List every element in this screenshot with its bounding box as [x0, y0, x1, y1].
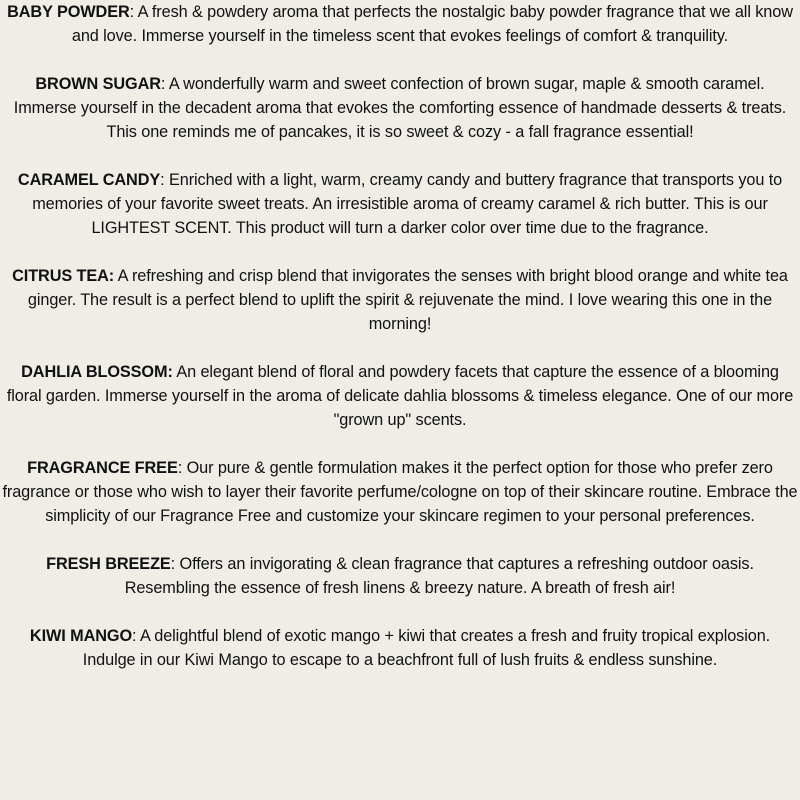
scent-description: An elegant blend of floral and powdery facets that capture the essence of a blooming floral garden. Immerse yourself in the aroma of delicate dahlia blossoms & timeless elegance. One of our more "grown up" scents.	[6, 363, 794, 429]
scent-baby-powder	[2, 0, 798, 48]
scent-description: Enriched with a light, warm, creamy candy and buttery fragrance that transports you to memories of your favorite sweet treats. An irresistible aroma of creamy caramel & rich butter. This is our LIGHTEST SCENT. This product will turn a darker color over time due to the fragrance.	[32, 171, 783, 237]
scent-fragrance-free	[2, 456, 798, 528]
scent-separator: :	[160, 171, 169, 189]
scent-caramel-candy	[2, 168, 798, 240]
scent-name: KIWI MANGO	[29, 627, 133, 645]
scent-separator: :	[132, 627, 140, 645]
scent-separator: :	[160, 75, 169, 93]
scent-separator: :	[170, 555, 180, 573]
scent-description: Our pure & gentle formulation makes it the perfect option for those who prefer zero fragrance or those who wish to layer their favorite perfume/cologne on top of their skincare routine. Embrace the simplicity of our Fragrance Free and customize your skincare regimen to your personal preferences.	[2, 459, 798, 525]
scent-name: FRESH BREEZE	[46, 555, 171, 573]
scent-fresh-breeze	[2, 552, 798, 600]
scent-name: BROWN SUGAR	[35, 75, 161, 93]
scent-name: BABY POWDER	[7, 3, 130, 21]
scent-name: CITRUS TEA:	[12, 267, 115, 285]
scent-dahlia-blossom	[2, 360, 798, 432]
scent-citrus-tea	[2, 264, 798, 336]
scent-name: FRAGRANCE FREE	[27, 459, 178, 477]
scent-description: A fresh & powdery aroma that perfects the nostalgic baby powder fragrance that we all know and love. Immerse yourself in the timeless scent that evokes feelings of comfort & tranquility.	[71, 3, 793, 45]
scent-separator: :	[177, 459, 187, 477]
scent-name: CARAMEL CANDY	[17, 171, 161, 189]
scent-description: A delightful blend of exotic mango + kiwi that creates a fresh and fruity tropical explosion. Indulge in our Kiwi Mango to escape to a beachfront full of lush fruits & endless sunshine.	[82, 627, 771, 669]
scent-kiwi-mango	[2, 624, 798, 672]
scent-brown-sugar	[2, 72, 798, 144]
scent-separator: :	[129, 3, 138, 21]
scent-description: A refreshing and crisp blend that invigorates the senses with bright blood orange and white tea ginger. The result is a perfect blend to uplift the spirit & rejuvenate the mind. I love wearing this one in the morning!	[27, 267, 788, 333]
scent-description: A wonderfully warm and sweet confection of brown sugar, maple & smooth caramel. Immerse yourself in the decadent aroma that evokes the comforting essence of handmade desserts & treats. This one reminds me of pancakes, it is so sweet & cozy - a fall fragrance essential!	[13, 75, 787, 141]
scent-description: Offers an invigorating & clean fragrance that captures a refreshing outdoor oasis. Resembling the essence of fresh linens & breezy nature. A breath of fresh air!	[124, 555, 754, 597]
scent-name: DAHLIA BLOSSOM:	[21, 363, 173, 381]
